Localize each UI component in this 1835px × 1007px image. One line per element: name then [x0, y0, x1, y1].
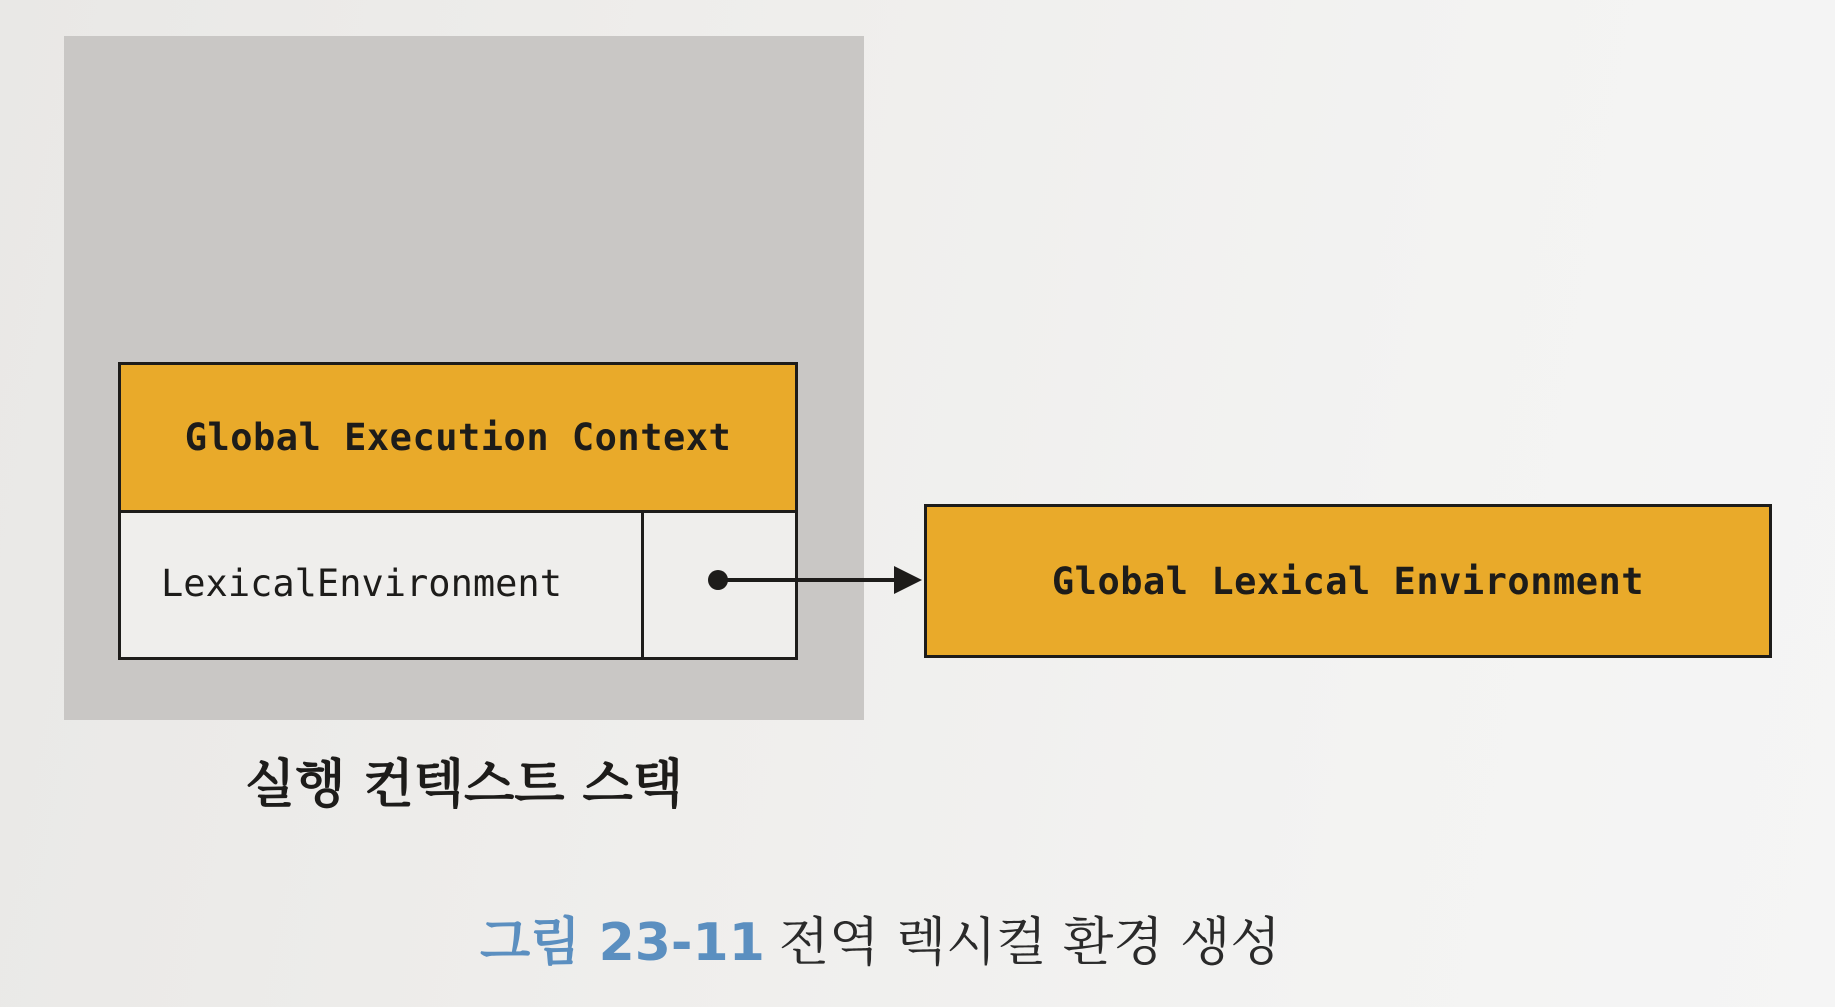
lexical-environment-label: LexicalEnvironment [121, 510, 644, 657]
lexical-environment-reference-cell [644, 510, 795, 657]
figure-caption [480, 900, 1281, 975]
figure-label: 그림 23-11 [480, 913, 765, 973]
global-execution-context-header [121, 365, 795, 513]
arrowhead-icon [894, 566, 922, 594]
global-lexical-environment-title: Global Lexical Environment [1051, 559, 1645, 603]
figure-title: 전역 렉시컬 환경 생성 [778, 913, 1281, 973]
stack-caption: 실행 컨텍스트 스택 [244, 755, 684, 815]
global-execution-context [118, 362, 798, 660]
lexical-environment-row [121, 510, 795, 657]
global-execution-context-title: Global Execution Context [184, 416, 732, 459]
global-lexical-environment [924, 504, 1772, 658]
